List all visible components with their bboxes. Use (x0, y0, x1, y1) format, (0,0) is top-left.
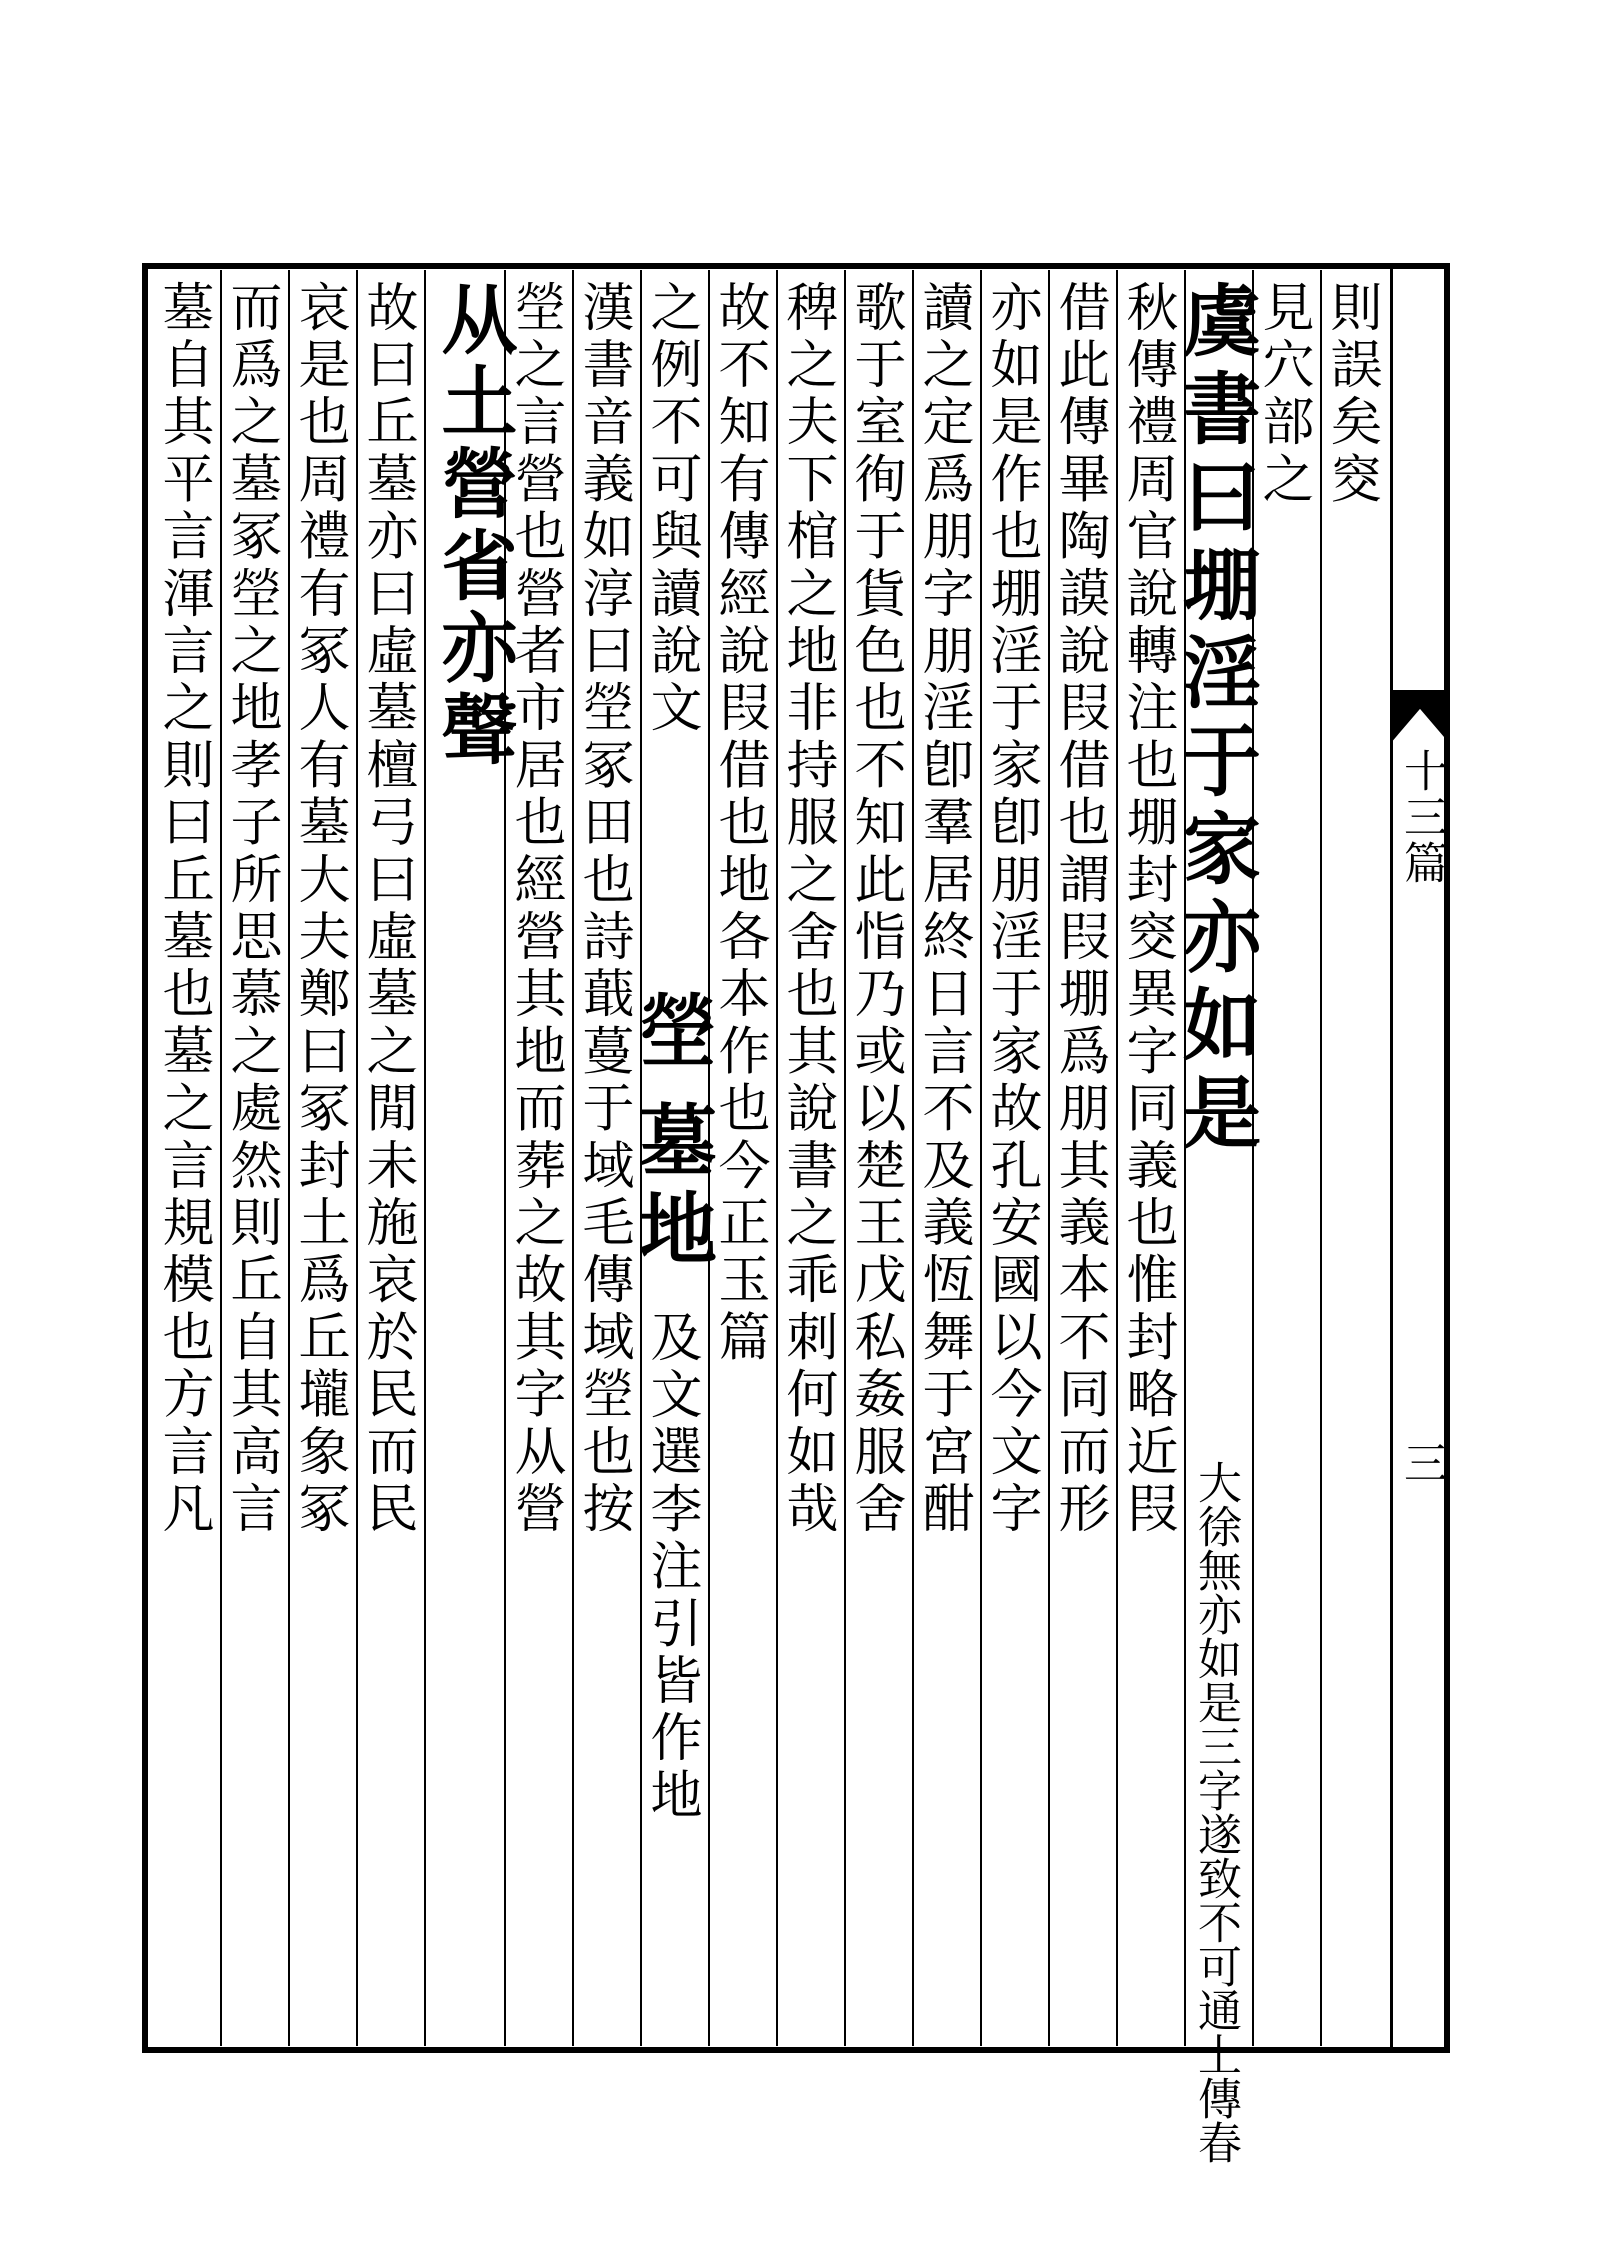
column-text: 讀之定爲朋字朋淫卽羣居終日言不及義恆舞于宮酣 (913, 280, 973, 1539)
text-column (626, 270, 717, 2046)
text-column (1252, 270, 1314, 2046)
column-text: 漢書音義如淳曰塋冢田也詩蕺蔓于域毛傳域塋也按 (573, 280, 633, 1539)
center-label: 十三篇 (1396, 748, 1447, 886)
text-column (220, 270, 282, 2046)
text-column (912, 270, 974, 2046)
column-text: 借此傳畢陶謨說叚借也謂叚堋爲朋其義本不同而形 (1049, 280, 1109, 1539)
text-column (1048, 270, 1110, 2046)
column-text: 秋傳禮周官說轉注也堋封窔異字同義也惟封略近叚 (1117, 280, 1177, 1539)
text-column (288, 270, 350, 2046)
text-column (776, 270, 838, 2046)
text-column (356, 270, 418, 2046)
column-heading-text: 从土營省亦聲 (429, 280, 518, 772)
text-column (424, 270, 518, 2046)
column-text: 見穴部之 (1253, 280, 1313, 509)
column-text: 墓自其平言渾言之則曰丘墓也墓之言規模也方言凡 (153, 280, 213, 1539)
column-text: 故不知有傳經說叚借也地各本作也今正玉篇 (709, 280, 769, 1367)
column-note-text: 大徐無亦如是三字遂致不可通上傳春 (1190, 1460, 1241, 2164)
center-strip (1390, 263, 1450, 2053)
column-heading-text: 塋 (626, 990, 717, 1078)
text-column (708, 270, 770, 2046)
text-column (980, 270, 1042, 2046)
column-text: 歌于室徇于貨色也不知此恉乃或以楚王戊私姦服舍 (845, 280, 905, 1539)
column-text: 故曰丘墓亦曰虛墓檀弓曰虛墓之閒未施哀於民而民 (357, 280, 417, 1539)
column-text: 之例不可與讀說文 (641, 280, 701, 738)
text-columns (148, 270, 1388, 2164)
page-number: 三 (1396, 1440, 1447, 1484)
text-column (844, 270, 906, 2046)
text-column (152, 270, 214, 2046)
column-text: 塋之言營也營者市居也經營其地而葬之故其字从營 (505, 280, 565, 1539)
column-heading-text: 虞書曰堋淫于家亦如是 (1170, 280, 1261, 1160)
text-column (1320, 270, 1382, 2046)
text-column (1170, 270, 1261, 2164)
text-column (572, 270, 634, 2046)
column-text: 稗之夫下棺之地非持服之舍也其說書之乖刺何如哉 (777, 280, 837, 1539)
column-text: 而爲之墓冢塋之地孝子所思慕之處然則丘自其高言 (221, 280, 281, 1539)
text-column (1116, 270, 1178, 2046)
column-text: 則誤矣窔 (1321, 280, 1381, 509)
column-heading-text: 墓地 (626, 1100, 717, 1276)
column-text: 亦如是作也堋淫于家卽朋淫于家故孔安國以今文字 (981, 280, 1041, 1539)
column-text: 哀是也周禮有冢人有墓大夫鄭曰冢封土爲丘壠象冢 (289, 280, 349, 1539)
column-note-text: 及文選李注引皆作地 (641, 1310, 701, 1825)
